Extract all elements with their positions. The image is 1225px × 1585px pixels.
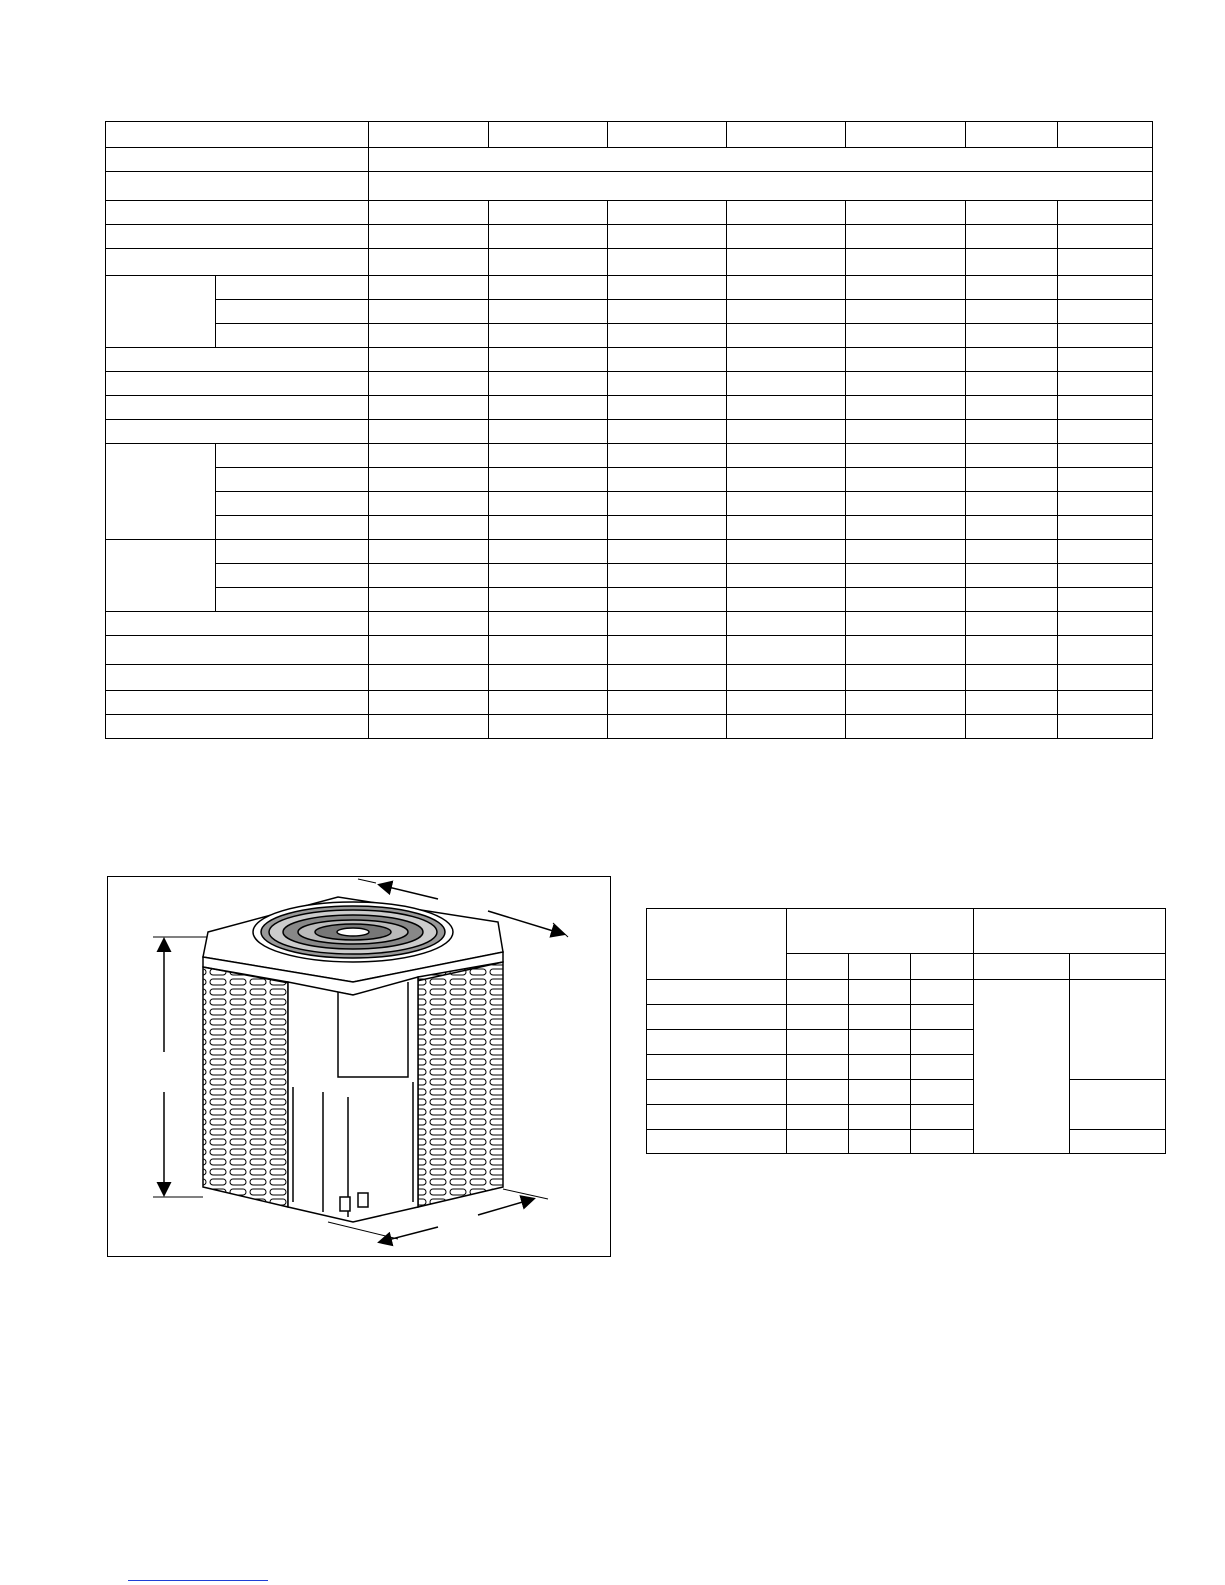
table-row bbox=[106, 715, 1153, 739]
table-row bbox=[106, 444, 1153, 468]
table-row bbox=[106, 122, 1153, 148]
table-row bbox=[106, 564, 1153, 588]
table-row bbox=[647, 909, 1166, 954]
table-row bbox=[106, 372, 1153, 396]
table-row bbox=[106, 172, 1153, 201]
dimension-table bbox=[646, 908, 1166, 1154]
specification-table bbox=[105, 121, 1153, 739]
condenser-unit-drawing bbox=[108, 877, 612, 1258]
table-row bbox=[106, 492, 1153, 516]
table-row bbox=[106, 540, 1153, 564]
table-row bbox=[106, 276, 1153, 300]
table-row bbox=[106, 691, 1153, 715]
table-row bbox=[106, 420, 1153, 444]
table-row bbox=[647, 980, 1166, 1005]
table-row bbox=[106, 588, 1153, 612]
footer-link-underline[interactable] bbox=[128, 1580, 268, 1581]
table-row bbox=[106, 249, 1153, 276]
table-row bbox=[106, 636, 1153, 665]
table-row bbox=[106, 468, 1153, 492]
right-coil-panel bbox=[418, 962, 503, 1207]
table-row bbox=[106, 225, 1153, 249]
table-row bbox=[106, 665, 1153, 691]
table-row bbox=[106, 396, 1153, 420]
table-row bbox=[106, 612, 1153, 636]
condenser-unit-figure bbox=[107, 876, 611, 1257]
table-row bbox=[106, 348, 1153, 372]
table-row bbox=[106, 201, 1153, 225]
table-row bbox=[106, 324, 1153, 348]
table-row bbox=[106, 300, 1153, 324]
service-panel bbox=[288, 977, 418, 1222]
left-coil-panel bbox=[203, 967, 288, 1207]
table-row bbox=[106, 516, 1153, 540]
table-row bbox=[647, 1130, 1166, 1154]
table-row bbox=[647, 1080, 1166, 1105]
table-row bbox=[106, 148, 1153, 172]
